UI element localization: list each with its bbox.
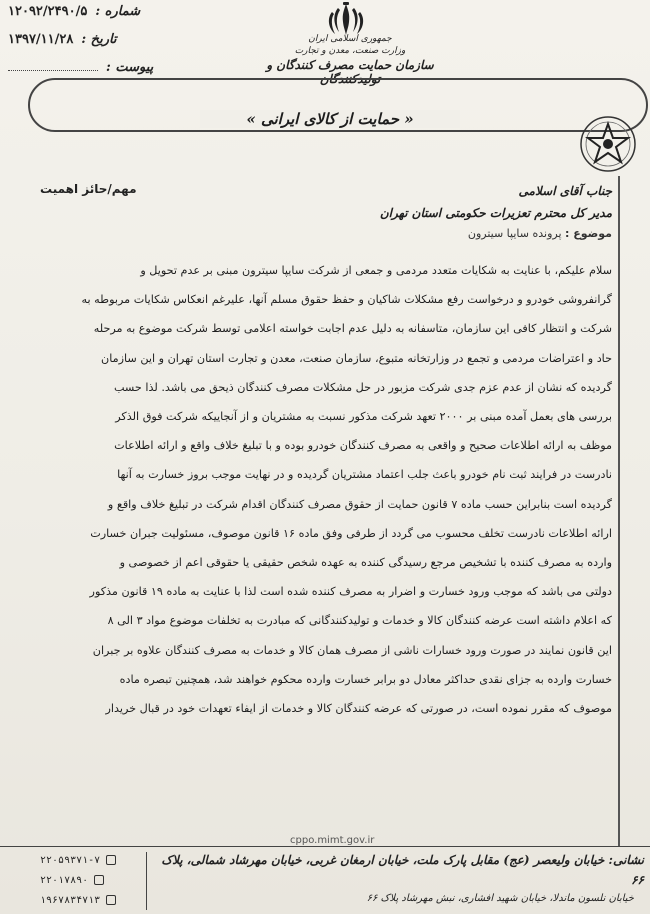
footer-divider: [146, 852, 147, 910]
body-line: این قانون نمایند در صورت ورود خسارات ناشی از مصرف همان کالا و خدمات به مصرف کنندگان علاوه بر جبران: [92, 643, 612, 657]
body-line: سلام علیکم، با عنایت به شکایات متعدد مردمی و جمعی از شرکت سایپا سیترون مبنی بر عدم تحویل و: [140, 264, 612, 277]
margin-rule: [618, 176, 620, 846]
number-value: ۱۲۰۹۲/۲۴۹۰/۵: [8, 4, 88, 19]
address-main: نشانی: خیابان ولیعصر (عج) مقابل پارک ملت، خیابان ارمغان غربی، خیابان مهرشاد شمالی، پلاک ۶۶: [161, 853, 644, 887]
letter-metadata: [8, 4, 208, 88]
organization-logo-icon: [578, 114, 638, 174]
fax-icon: [94, 875, 104, 885]
body-line: موصوف که مقرر نموده است، در صورتی که عرضه کنندگان کالا و خدمات از ایفاء تعهدات خود در قبال خریدار: [105, 702, 612, 716]
fax-number: ۲۲۰۱۷۸۹۰: [40, 874, 89, 886]
phone-row: [40, 850, 140, 870]
date-row: [8, 32, 208, 60]
phone-number: ۲۲۰۵۹۳۷۱-۷: [40, 854, 101, 866]
body-line: وارده به مصرف کننده با تشخیص مرجع رسیدگی کننده به عهده شخص حقیقی یا حقوقی اعم از خصوصی و: [119, 556, 612, 570]
body-line: گرانفروشی خودرو و درخواست رفع مشکلات شاکیان و حفظ حقوق مسلم آنها، علیرغم انعکاس شکایات مربوطه به: [81, 293, 612, 307]
body-line: خسارت وارده به جزای نقدی حداکثر معادل دو برابر خسارت وارده محکوم خواهند شد، همچنین تبصره ماده: [119, 672, 612, 686]
footer-rule: [0, 846, 650, 847]
phone-list: [40, 850, 140, 910]
number-label: شماره :: [95, 4, 141, 19]
attachment-label: پیوست :: [106, 60, 154, 75]
org-organization: سازمان حمایت مصرف کنندگان و تولیدکنندگان: [266, 58, 434, 86]
body-line: گردیده که نشان از عدم عزم جدی شرکت مزبور در حل مشکلات مصرف کنندگان ذیحق می باشد. لذا حسب: [113, 380, 612, 394]
fax-row: [40, 870, 140, 890]
postal-row: [40, 890, 140, 910]
recipient-title: جناب آقای اسلامی: [518, 184, 612, 198]
body-line: حاد و اعتراضات مردمی و تجمع در وزارتخانه متبوع، سازمان صنعت، معدن و تجارت استان تهران و این سازمان: [100, 351, 612, 365]
body-line: شرکت و انتظار کافی این سازمان، متاسفانه به دلیل عدم اجابت خواسته اعلامی توسط شرکت موضوع به مرحله: [93, 322, 612, 336]
body-line: موظف به ارائه اطلاعات صحیح و واقعی به مصرف کنندگان خودرو بوده و با تبلیغ خلاف واقع و ارائه اطلاعات: [114, 439, 612, 453]
postal-icon: [106, 895, 116, 905]
body-line: دولتی می باشد که موجب ورود خسارت و اضرار به مصرف کننده شده است لذا با عنایت به ماده ۱۹ قانون مذکور: [89, 585, 612, 599]
body-paragraph: [40, 256, 612, 723]
body-line: بررسی های بعمل آمده مبنی بر ۲۰۰۰ تعهد شرکت مذکور نسبت به مشتریان و از آنجاییکه شرکت فوق الذکر: [115, 410, 612, 424]
org-ministry: وزارت صنعت، معدن و تجارت: [294, 46, 406, 56]
subject-text: پرونده سایپا سیترون: [467, 227, 562, 240]
address-block: [150, 850, 644, 908]
recipient-position: مدیر کل محترم تعزیرات حکومتی استان تهران: [379, 206, 612, 220]
body-line: که اعلام داشته است عرضه کنندگان کالا و خدمات و تولیدکنندگانی که مبادرت به تخلفات موضوع مواد ۳ الی ۸: [107, 614, 612, 628]
priority-note: مهم/حائز اهمیت: [40, 182, 137, 196]
date-label: تاریخ :: [81, 32, 117, 47]
postal-code: ۱۹۶۷۸۳۴۷۱۳: [40, 894, 101, 906]
slogan: « حمایت از کالای ایرانی »: [200, 110, 460, 128]
phone-icon: [106, 855, 116, 865]
iran-emblem-icon: [323, 2, 369, 38]
body-line: گردیده است بنابراین حسب ماده ۷ قانون حمایت از حقوق مصرف کنندگان اقدام شرکت در تبلیغ خلاف واقع و: [107, 497, 612, 511]
date-value: ۱۳۹۷/۱۱/۲۸: [8, 32, 74, 47]
address-secondary: خیابان نلسون ماندلا، خیابان شهید افشاری، نبش مهرشاد پلاک ۶۶: [366, 893, 634, 904]
body-line: نادرست در فرایند ثبت نام خودرو باعث جلب اعتماد مشتریان گردیده و در نهایت موجب بروز خسارت به آنها: [117, 468, 612, 482]
letter-body: [40, 180, 612, 723]
number-row: [8, 4, 208, 32]
body-line: ارائه اطلاعات نادرست تخلف محسوب می گردد از طرفی وفق ماده ۱۶ قانون موصوف، مسئولیت جبران خسارت: [90, 526, 612, 540]
website-url: cppo.mimt.gov.ir: [290, 835, 375, 846]
subject-line: [40, 224, 612, 244]
subject-label: موضوع :: [565, 227, 612, 240]
org-country: جمهوری اسلامی ایران: [308, 34, 392, 44]
